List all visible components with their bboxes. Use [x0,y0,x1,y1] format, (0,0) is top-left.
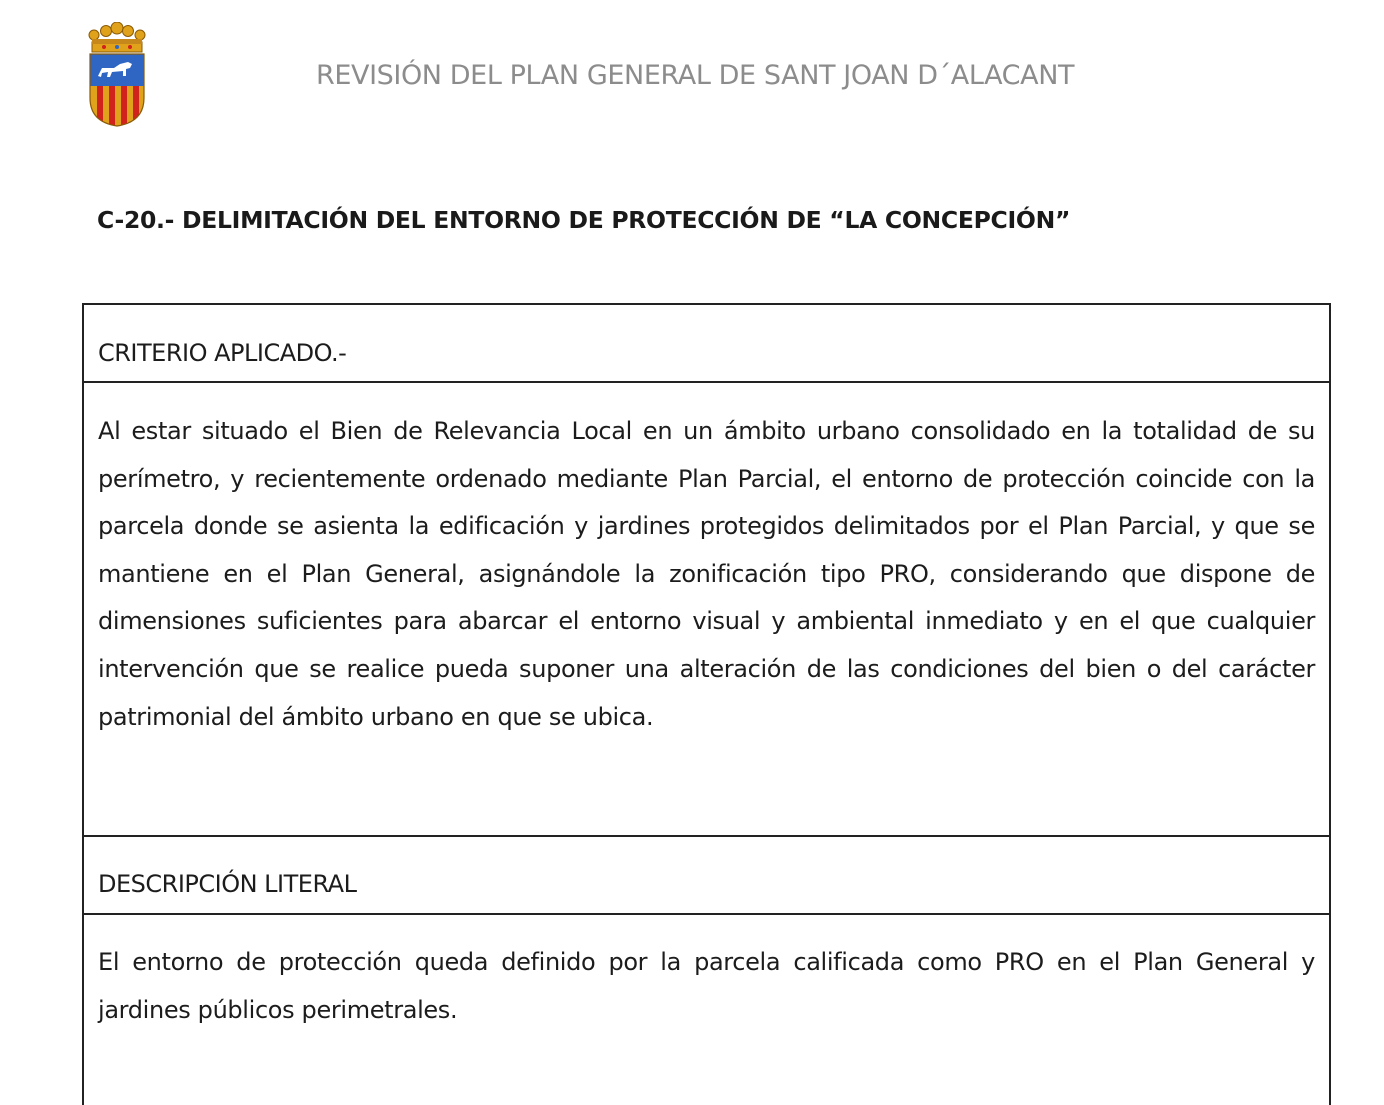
criterio-header-row [84,305,1329,383]
criterio-text: Al estar situado el Bien de Relevancia Local en un ámbito urbano consolidado en la totalidad de su perímetro, y recientemente ordenado mediante Plan Parcial, el entorno de protección coincide con la parcela donde se asienta la edificación y jardines protegidos delimitados por el Plan Parcial, y que se mantiene en el Plan General, asignándole la zonificación tipo PRO, considerando que dispone de dimensiones suficientes para abarcar el entorno visual y ambiental inmediato y en el que cualquier intervención que se realice pueda suponer una alteración de las condiciones del bien o del carácter patrimonial del ámbito urbano en que se ubica. [98,417,1315,731]
descripcion-header-row [84,837,1329,915]
descripcion-text: El entorno de protección queda definido por la parcela calificada como PRO en el Plan General y jardines públicos perimetrales. [98,948,1315,1024]
content-table [82,303,1331,1105]
section-heading: C-20.- DELIMITACIÓN DEL ENTORNO DE PROTECCIÓN DE “LA CONCEPCIÓN” [97,206,1071,234]
coat-of-arms-icon [84,22,150,128]
document-header-title: REVISIÓN DEL PLAN GENERAL DE SANT JOAN D´ALACANT [316,60,1075,91]
descripcion-label: DESCRIPCIÓN LITERAL [98,870,357,898]
criterio-label: CRITERIO APLICADO.- [98,339,347,367]
